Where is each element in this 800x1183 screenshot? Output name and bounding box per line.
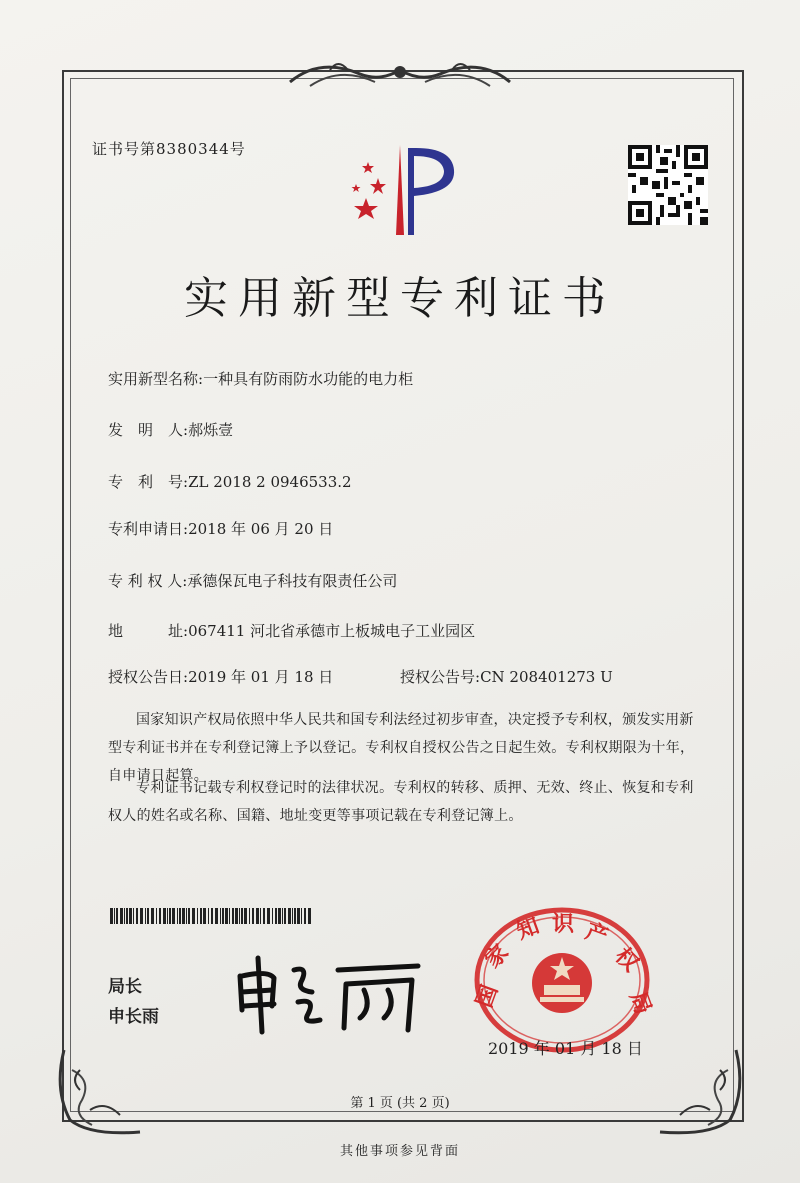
bottom-right-ornament xyxy=(640,1040,750,1140)
filing-date-label: 专利申请日: xyxy=(108,520,189,538)
grant-date-value: 2019 年 01 月 18 日 xyxy=(188,668,334,686)
utility-name-label: 实用新型名称: xyxy=(108,370,204,388)
patent-number-label: 专 利 号: xyxy=(108,473,189,491)
barcode-icon xyxy=(110,908,310,924)
svg-text:局: 局 xyxy=(624,988,657,1018)
director-signature xyxy=(228,948,428,1038)
svg-text:家: 家 xyxy=(479,939,514,974)
svg-text:权: 权 xyxy=(609,942,644,977)
svg-text:识: 识 xyxy=(552,911,575,937)
grant-date-label: 授权公告日: xyxy=(108,668,189,686)
patent-number-field xyxy=(108,471,352,492)
director-name: 申长雨 xyxy=(108,1007,159,1027)
footer-note: 其他事项参见背面 xyxy=(339,1144,460,1159)
grant-number-value: CN 208401273 U xyxy=(480,668,613,686)
inventor-value: 郝烁壹 xyxy=(188,421,234,439)
inventor-label: 发 明 人: xyxy=(108,421,189,439)
svg-text:产: 产 xyxy=(581,918,612,951)
address-field xyxy=(108,620,475,641)
grant-number-label: 授权公告号: xyxy=(400,668,481,686)
patentee-value: 承德保瓦电子科技有限责任公司 xyxy=(187,572,398,590)
utility-name-value: 一种具有防雨防水功能的电力柜 xyxy=(203,370,414,388)
page-number: 第 1 页 (共 2 页) xyxy=(350,1096,450,1111)
certificate-title: 实用新型专利证书 xyxy=(184,273,616,324)
svg-text:知: 知 xyxy=(513,912,543,945)
address-value: 067411 河北省承德市上板城电子工业园区 xyxy=(188,622,476,640)
utility-name-field xyxy=(108,368,413,389)
bottom-left-ornament xyxy=(50,1040,160,1140)
patent-number-value: ZL 2018 2 0946533.2 xyxy=(188,473,352,491)
body-paragraph-2: 专利证书记载专利权登记时的法律状况。专利权的转移、质押、无效、终止、恢复和专利权人的姓名或名称、国籍、地址变更等事项记载在专利登记簿上。 xyxy=(108,780,694,824)
grant-date-field xyxy=(108,666,333,687)
inventor-field xyxy=(108,419,233,440)
qr-code-icon xyxy=(628,145,708,225)
body-paragraph-1: 国家知识产权局依照中华人民共和国专利法经过初步审查，决定授予专利权，颁发实用新型专利证书并在专利登记簿上予以登记。专利权自授权公告之日起生效。专利权期限为十年，自申请日起算。 xyxy=(108,712,695,784)
patentee-label: 专 利 权 人: xyxy=(108,572,188,590)
address-label: 地 址: xyxy=(108,622,189,640)
director-title: 局长 xyxy=(108,977,142,997)
patentee-field xyxy=(108,570,397,591)
filing-date-field xyxy=(108,518,333,539)
certificate-number: 证书号第8380344号 xyxy=(92,140,246,158)
cnipa-emblem-icon xyxy=(338,140,468,240)
filing-date-value: 2018 年 06 月 20 日 xyxy=(188,520,334,538)
top-ornament xyxy=(280,52,520,100)
seal-date: 2019 年 01 月 18 日 xyxy=(488,1039,643,1058)
official-seal-icon xyxy=(471,905,657,1055)
grant-number-field xyxy=(400,666,613,687)
svg-text:国: 国 xyxy=(471,981,504,1012)
